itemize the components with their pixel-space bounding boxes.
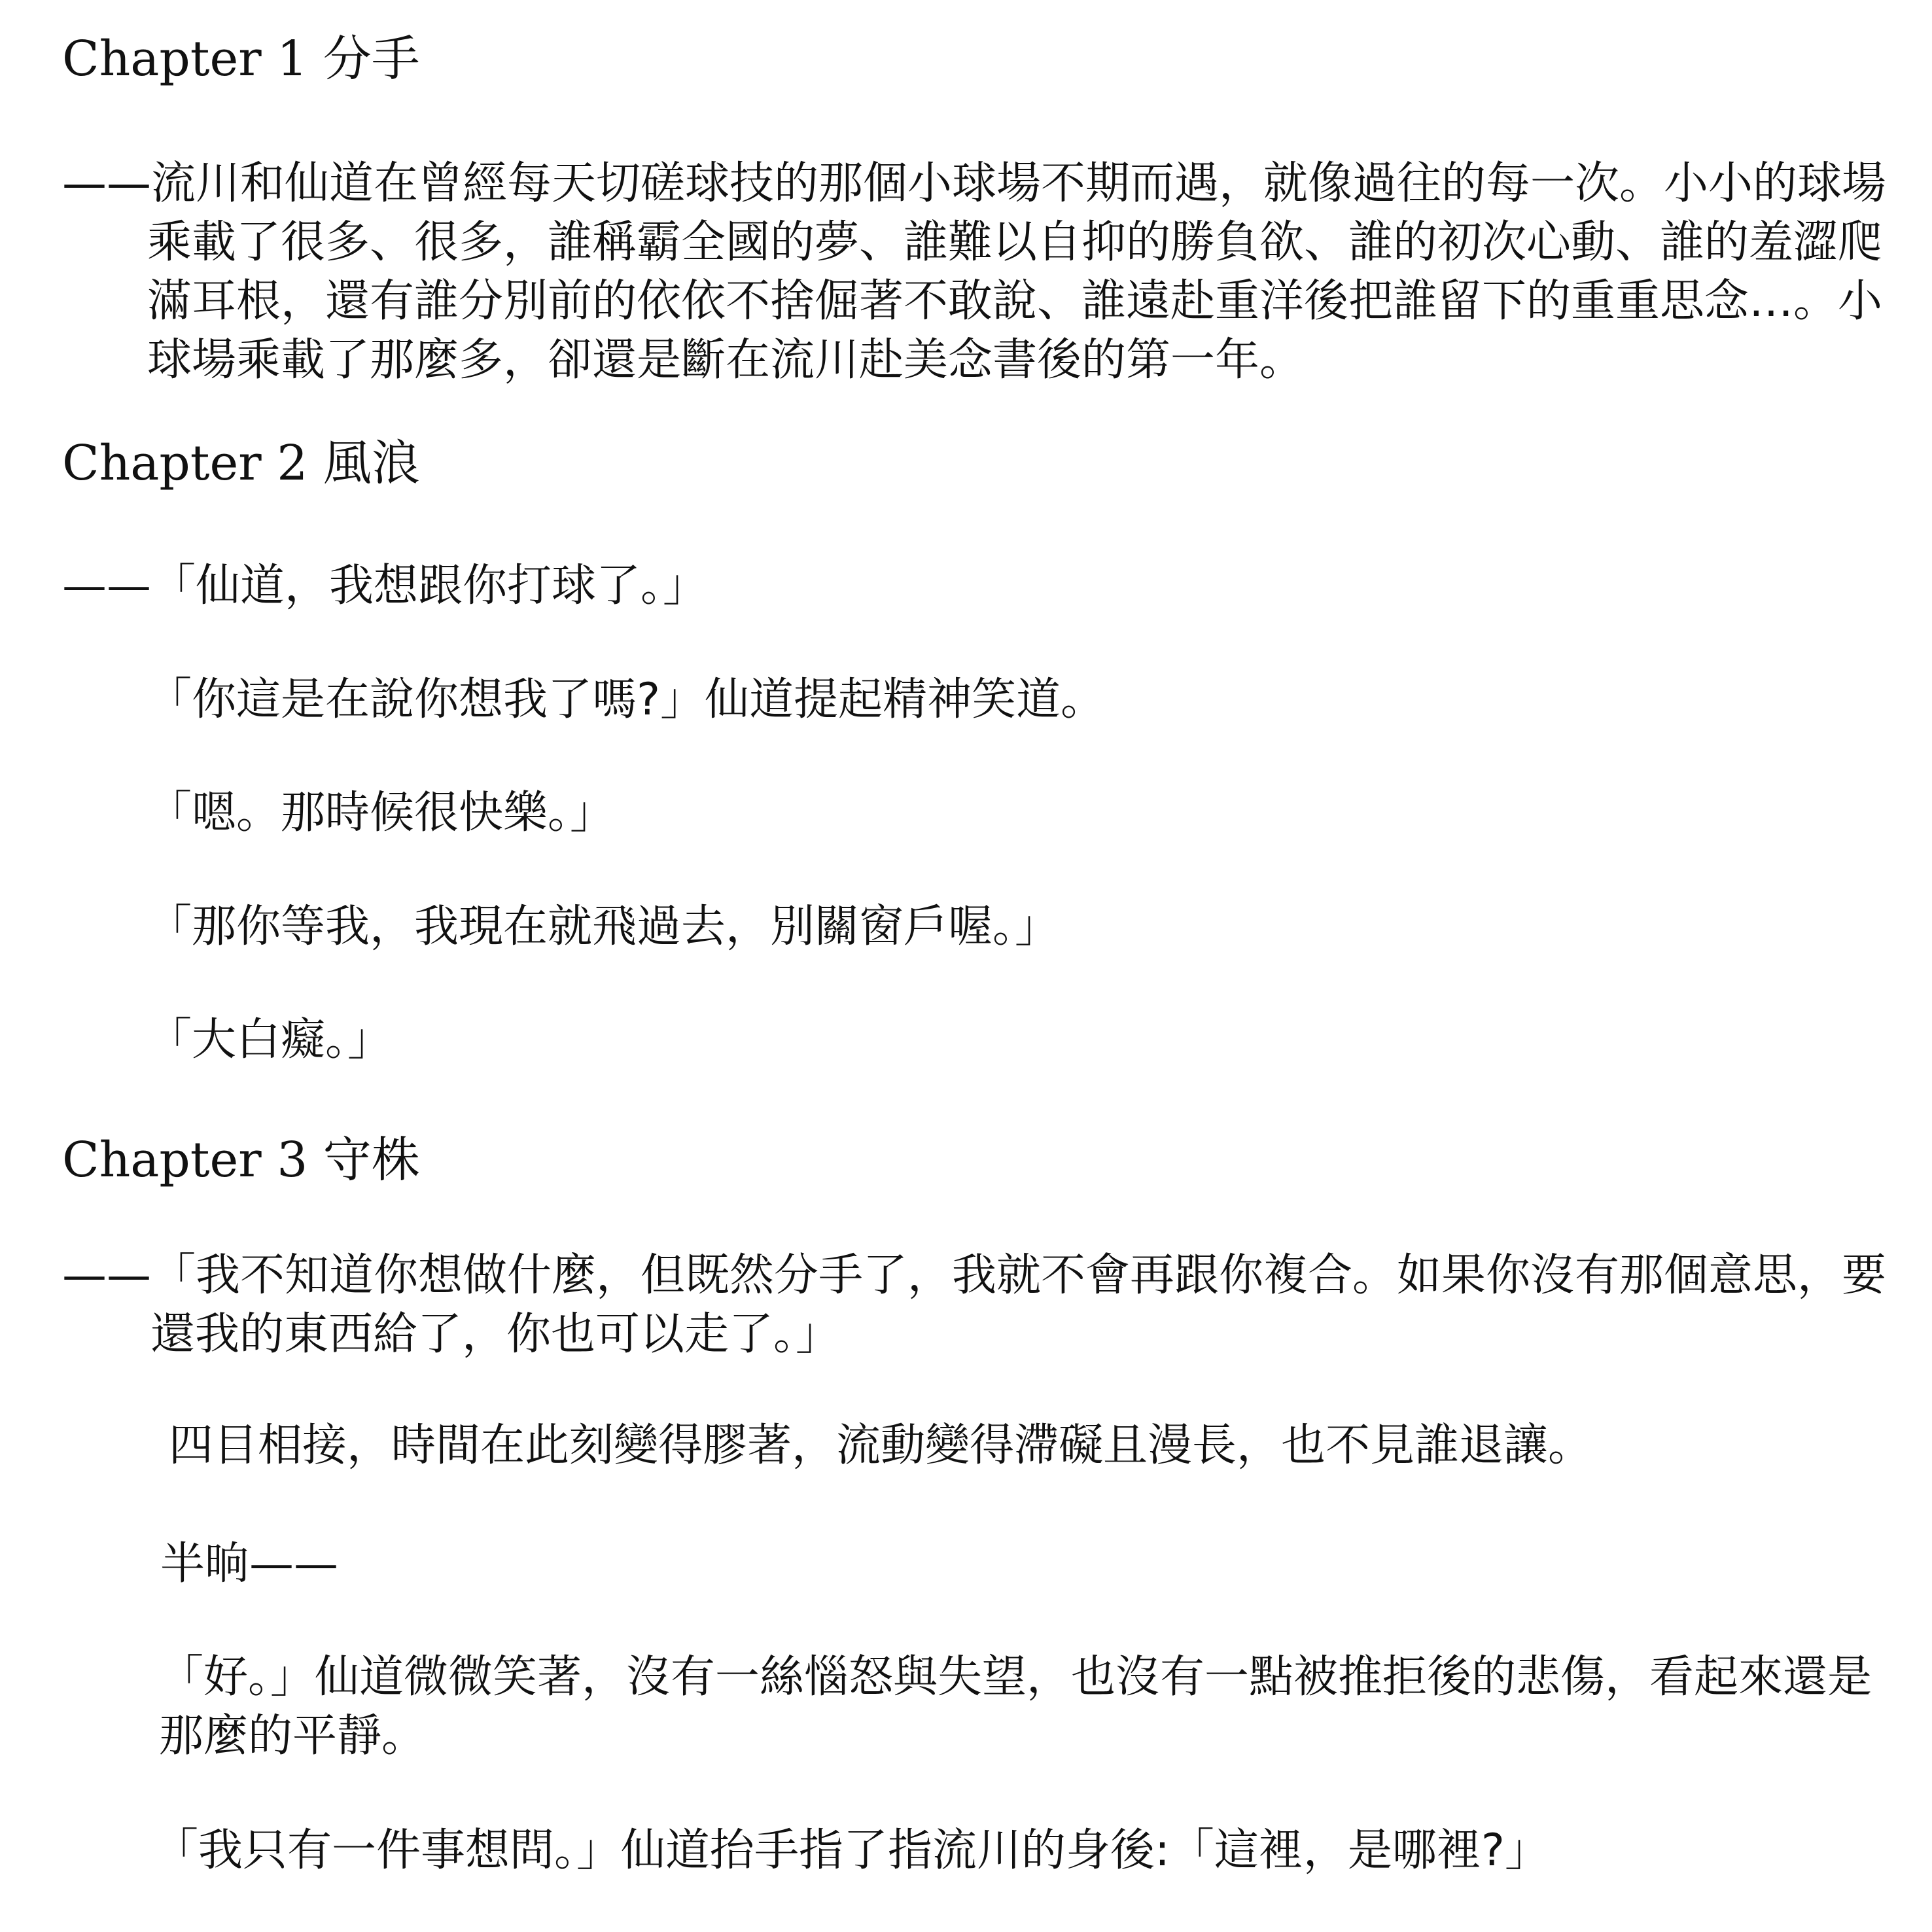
chapter-2-paragraph-3: 「嗯。那時候很快樂。」 — [147, 787, 615, 839]
chapter-2-paragraph-4: 「那你等我，我現在就飛過去，別關窗戶喔。」 — [147, 901, 1060, 953]
chapter-3-title: Chapter 3 守株 — [62, 1132, 420, 1188]
chapter-2-paragraph-2: 「你這是在說你想我了嗎?」仙道提起精神笑道。 — [147, 674, 1106, 726]
chapter-1-title: Chapter 1 分手 — [62, 31, 420, 87]
chapter-2-title: Chapter 2 風浪 — [62, 435, 420, 491]
chapter-3-paragraph-5: 「我只有一件事想問。」仙道抬手指了指流川的身後:「這裡，是哪裡?」 — [154, 1825, 1550, 1876]
chapter-1-paragraph-1: ——流川和仙道在曾經每天切磋球技的那個小球場不期而遇，就像過往的每一次。小小的球場乘載了很多、很多，誰稱霸全國的夢、誰難以自抑的勝負欲、誰的初次心動、誰的羞澀爬滿耳根，還有誰分別前的依依不捨倔著不敢說、誰遠赴重洋後把誰留下的重重思念…。小球場乘載了那麼多，卻還是斷在流川赴美念書後的第一年。 — [62, 158, 1887, 386]
chapter-3-paragraph-2: 四目相接，時間在此刻變得膠著，流動變得滯礙且漫長，也不見誰退讓。 — [169, 1420, 1593, 1471]
chapter-2-paragraph-1: ——「仙道，我想跟你打球了。」 — [62, 560, 708, 612]
chapter-3-paragraph-4: 「好。」仙道微微笑著，沒有一絲惱怒與失望，也沒有一點被推拒後的悲傷，看起來還是那麼的平靜。 — [159, 1651, 1872, 1762]
chapter-2-paragraph-5: 「大白癡。」 — [147, 1014, 393, 1066]
chapter-3-paragraph-1: ——「我不知道你想做什麼，但既然分手了，我就不會再跟你複合。如果你沒有那個意思，要還我的東西給了，你也可以走了。」 — [62, 1250, 1887, 1360]
chapter-3-paragraph-3: 半晌—— — [160, 1538, 339, 1590]
